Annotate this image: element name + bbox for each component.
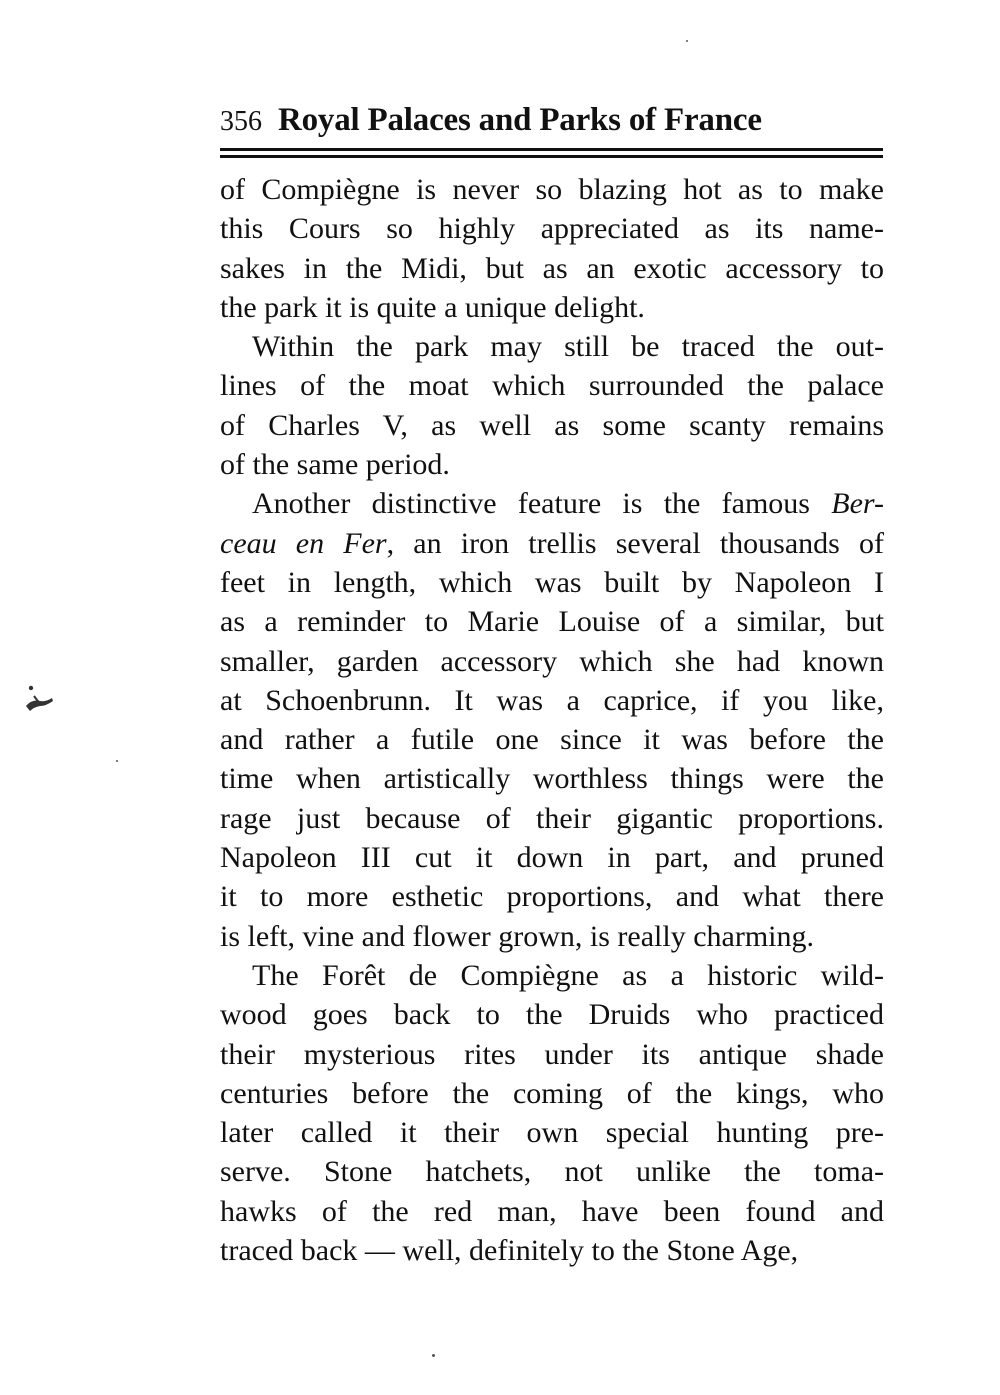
- header-rule-top: [220, 148, 883, 151]
- ink-smudge-mark: [22, 684, 62, 724]
- text-run: their mysterious rites under its antique shade: [220, 1037, 884, 1071]
- text-line: [220, 288, 884, 327]
- text-run: it to more esthetic proportions, and what there: [220, 880, 884, 914]
- text-line: [220, 681, 884, 720]
- speck: [116, 760, 118, 762]
- text-run: Within the park may still be traced the out-: [252, 330, 884, 364]
- text-run: lines of the moat which surrounded the palace: [220, 369, 884, 403]
- text-run: at Schoenbrunn. It was a caprice, if you like,: [220, 683, 884, 717]
- text-run: this Cours so highly appreciated as its name-: [220, 212, 884, 246]
- text-run: hawks of the red man, have been found and: [220, 1194, 884, 1228]
- text-line: [220, 406, 884, 445]
- speck: [432, 1354, 435, 1357]
- text-run: traced back — well, definitely to the Stone Age,: [220, 1234, 799, 1268]
- text-line: [220, 484, 884, 523]
- text-line: [220, 838, 884, 877]
- text-run: rage just because of their gigantic proportions.: [220, 801, 884, 835]
- header-rule-bottom: [220, 155, 883, 158]
- running-title: Royal Palaces and Parks of France: [278, 102, 762, 138]
- paragraph: [220, 170, 884, 327]
- text-run: The Forêt de Compiègne as a historic wild-: [252, 958, 884, 992]
- text-line: [220, 209, 884, 248]
- text-line: [220, 759, 884, 798]
- text-run: of Charles V, as well as some scanty remains: [220, 408, 884, 442]
- text-run: of the same period.: [220, 448, 450, 482]
- text-line: [220, 249, 884, 288]
- text-line: [220, 995, 884, 1034]
- text-line: [220, 1113, 884, 1152]
- text-line: [220, 602, 884, 641]
- text-run: serve. Stone hatchets, not unlike the toma-: [220, 1155, 884, 1189]
- italic-text: ceau en Fer: [220, 526, 387, 560]
- text-line: [220, 1231, 884, 1270]
- text-line: [220, 445, 884, 484]
- text-run: is left, vine and flower grown, is really charming.: [220, 919, 814, 953]
- text-run: sakes in the Midi, but as an exotic accessory to: [220, 251, 884, 285]
- text-run: feet in length, which was built by Napoleon I: [220, 565, 884, 599]
- text-line: [220, 642, 884, 681]
- text-line: [220, 917, 884, 956]
- paragraph: [220, 327, 884, 484]
- text-run: the park it is quite a unique delight.: [220, 290, 645, 324]
- text-run: of Compiègne is never so blazing hot as to make: [220, 173, 884, 206]
- paragraph: [220, 956, 884, 1270]
- text-run: wood goes back to the Druids who practiced: [220, 998, 884, 1032]
- running-header: [220, 102, 885, 142]
- text-line: [220, 563, 884, 602]
- body-text: [220, 170, 884, 1270]
- text-run: centuries before the coming of the kings, who: [220, 1076, 884, 1110]
- text-line: [220, 720, 884, 759]
- text-run: and rather a futile one since it was before the: [220, 723, 884, 757]
- text-line: [220, 877, 884, 916]
- speck: [686, 40, 688, 42]
- text-run: Napoleon III cut it down in part, and pruned: [220, 841, 884, 875]
- text-run: , an iron trellis several thousands of: [386, 526, 884, 560]
- text-line: [220, 170, 884, 209]
- text-run: time when artistically worthless things were the: [220, 762, 884, 796]
- text-line: [220, 1074, 884, 1113]
- text-run: smaller, garden accessory which she had known: [220, 644, 884, 678]
- text-line: [220, 956, 884, 995]
- page-number: 356: [220, 106, 262, 137]
- text-run: Another distinctive feature is the famous: [252, 487, 832, 521]
- text-line: [220, 1035, 884, 1074]
- text-line: [220, 799, 884, 838]
- text-line: [220, 524, 884, 563]
- text-line: [220, 1152, 884, 1191]
- text-run: later called it their own special hunting pre-: [220, 1116, 884, 1150]
- paragraph: [220, 484, 884, 956]
- text-line: [220, 366, 884, 405]
- text-run: as a reminder to Marie Louise of a similar, but: [220, 605, 884, 639]
- text-line: [220, 1192, 884, 1231]
- italic-text: Ber-: [831, 487, 884, 521]
- text-line: [220, 327, 884, 366]
